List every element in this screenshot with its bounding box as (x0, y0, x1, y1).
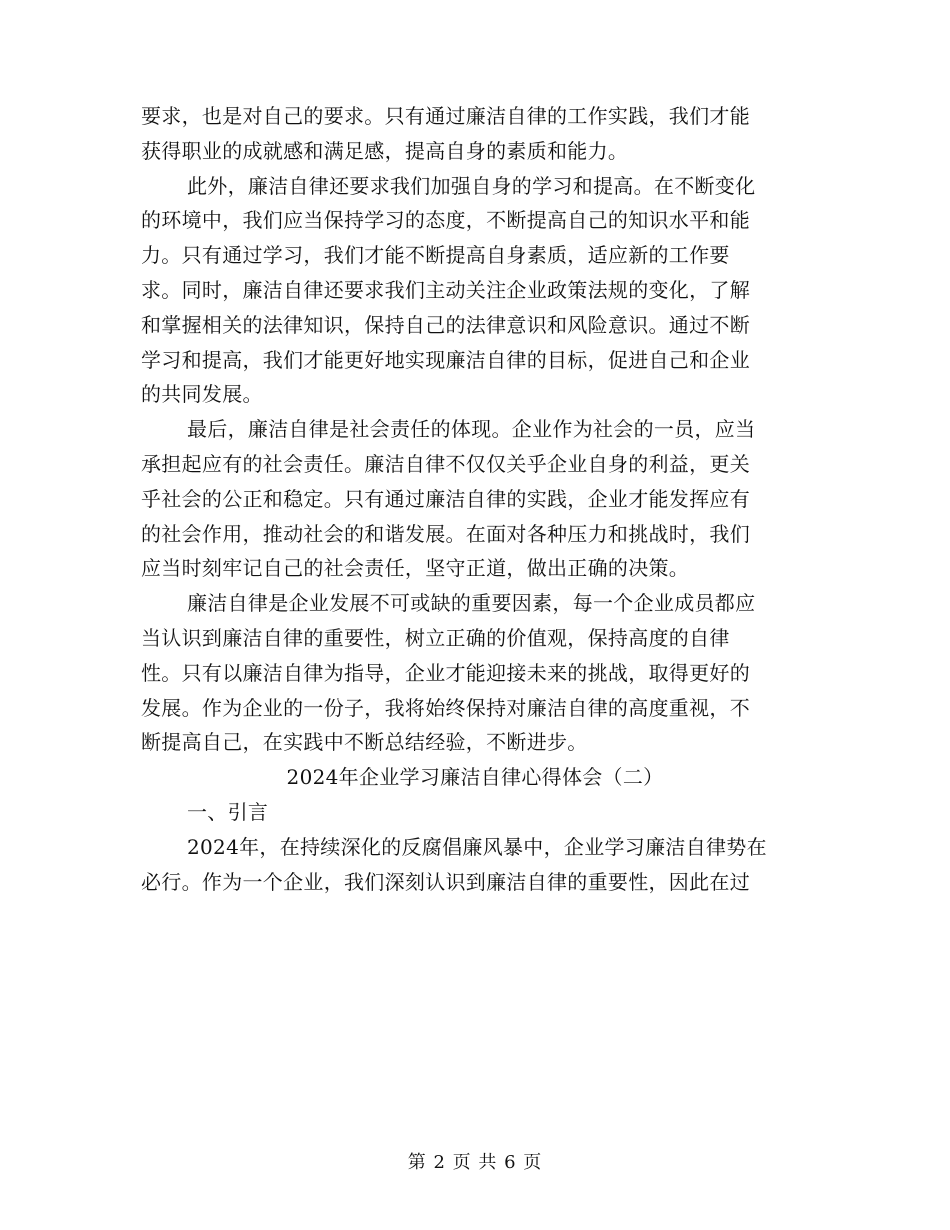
text-line: 获得职业的成就感和满足感，提高自身的素质和能力。 (141, 138, 629, 163)
body-text (141, 99, 809, 760)
text-line: 的共同发展。 (141, 382, 263, 407)
text-line: 性。只有以廉洁自律为指导，企业才能迎接未来的挑战，取得更好的 (141, 660, 750, 685)
text-line: 一、引言 (187, 799, 269, 824)
document-body (141, 99, 809, 899)
text-line: 的环境中，我们应当保持学习的态度，不断提高自己的知识水平和能 (141, 208, 750, 233)
text-line: 力。只有通过学习，我们才能不断提高自身素质，适应新的工作要 (141, 243, 730, 268)
text-line: 廉洁自律是企业发展不可或缺的重要因素，每一个企业成员都应 (187, 591, 756, 616)
text-line: 最后，廉洁自律是社会责任的体现。企业作为社会的一员，应当 (187, 417, 756, 442)
text-line: 学习和提高，我们才能更好地实现廉洁自律的目标，促进自己和企业 (141, 347, 750, 372)
text-line: 必行。作为一个企业，我们深刻认识到廉洁自律的重要性，因此在过 (141, 869, 750, 894)
section-body-text (141, 795, 809, 899)
text-line: 求。同时，廉洁自律还要求我们主动关注企业政策法规的变化，了解 (141, 277, 750, 302)
text-line: 和掌握相关的法律知识，保持自己的法律意识和风险意识。通过不断 (141, 312, 750, 337)
section-title: 2024年企业学习廉洁自律心得体会（二） (286, 765, 664, 790)
text-line: 的社会作用，推动社会的和谐发展。在面对各种压力和挑战时，我们 (141, 521, 750, 546)
page-footer: 第 2 页 共 6 页 (407, 1152, 543, 1173)
text-line: 此外，廉洁自律还要求我们加强自身的学习和提高。在不断变化 (187, 173, 756, 198)
text-line: 要求，也是对自己的要求。只有通过廉洁自律的工作实践，我们才能 (141, 104, 750, 128)
text-line: 当认识到廉洁自律的重要性，树立正确的价值观，保持高度的自律 (141, 625, 730, 650)
text-line: 应当时刻牢记自己的社会责任，坚守正道，做出正确的决策。 (141, 556, 690, 581)
text-line: 断提高自己，在实践中不断总结经验，不断进步。 (141, 730, 588, 755)
text-line: 2024年，在持续深化的反腐倡廉风暴中，企业学习廉洁自律势在 (187, 834, 767, 859)
text-line: 发展。作为企业的一份子，我将始终保持对廉洁自律的高度重视，不 (141, 695, 750, 720)
text-line: 承担起应有的社会责任。廉洁自律不仅仅关乎企业自身的利益，更关 (141, 451, 750, 476)
text-line: 乎社会的公正和稳定。只有通过廉洁自律的实践，企业才能发挥应有 (141, 486, 750, 511)
